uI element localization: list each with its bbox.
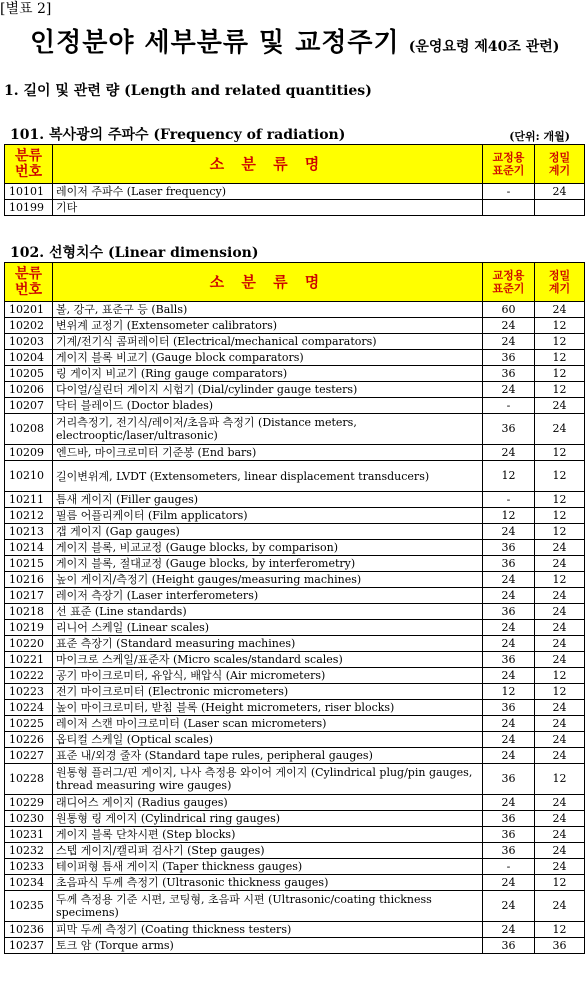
title-text: 인정분야 세부분류 및 교정주기 xyxy=(30,28,400,58)
title-note: (운영요령 제40조 관련) xyxy=(408,39,560,55)
table-row xyxy=(5,827,585,843)
row-code: 10207 xyxy=(5,398,53,414)
row-cal-interval: 24 xyxy=(535,859,585,875)
header-row xyxy=(5,145,585,184)
row-name: 레이저 주파수 (Laser frequency) xyxy=(53,184,483,200)
row-code: 10215 xyxy=(5,556,53,572)
row-cal-interval: 24 xyxy=(535,732,585,748)
table-row xyxy=(5,922,585,938)
row-std-interval: 36 xyxy=(483,764,535,795)
row-cal-interval: 24 xyxy=(535,636,585,652)
row-std-interval: - xyxy=(483,492,535,508)
row-code: 10235 xyxy=(5,891,53,922)
row-cal-interval: 24 xyxy=(535,414,585,445)
row-cal-interval: 24 xyxy=(535,588,585,604)
table-row xyxy=(5,859,585,875)
row-code: 10229 xyxy=(5,795,53,811)
row-name: 표준 측장기 (Standard measuring machines) xyxy=(53,636,483,652)
row-code: 10220 xyxy=(5,636,53,652)
row-code: 10219 xyxy=(5,620,53,636)
row-code: 10230 xyxy=(5,811,53,827)
header-std-line1: 교정용 xyxy=(492,151,525,164)
row-code: 10227 xyxy=(5,748,53,764)
row-code: 10199 xyxy=(5,200,53,216)
section-heading: 1. 길이 및 관련 량 (Length and related quantities) xyxy=(4,83,372,99)
row-std-interval: 24 xyxy=(483,668,535,684)
row-name: 길이변위계, LVDT (Extensometers, linear displacement transducers) xyxy=(53,461,483,492)
row-code: 10214 xyxy=(5,540,53,556)
row-std-interval: 24 xyxy=(483,732,535,748)
table-row xyxy=(5,445,585,461)
row-cal-interval: 24 xyxy=(535,700,585,716)
row-name: 갭 게이지 (Gap gauges) xyxy=(53,524,483,540)
row-code: 10206 xyxy=(5,382,53,398)
row-code: 10237 xyxy=(5,938,53,954)
header-code-line2: 번호 xyxy=(14,282,43,298)
row-cal-interval: 24 xyxy=(535,540,585,556)
table-row xyxy=(5,938,585,954)
row-cal-interval xyxy=(535,200,585,216)
table-row xyxy=(5,492,585,508)
document-title xyxy=(30,22,559,59)
row-code: 10203 xyxy=(5,334,53,350)
row-cal-interval: 12 xyxy=(535,334,585,350)
row-cal-interval: 12 xyxy=(535,922,585,938)
row-code: 10234 xyxy=(5,875,53,891)
row-std-interval: 24 xyxy=(483,588,535,604)
header-cal-line1: 정밀 xyxy=(548,269,571,282)
row-code: 10216 xyxy=(5,572,53,588)
row-std-interval: 24 xyxy=(483,795,535,811)
row-name: 기타 xyxy=(53,200,483,216)
row-std-interval: 36 xyxy=(483,604,535,620)
row-std-interval: 24 xyxy=(483,334,535,350)
row-std-interval: - xyxy=(483,859,535,875)
row-std-interval: 36 xyxy=(483,843,535,859)
header-std-line1: 교정용 xyxy=(492,269,525,282)
row-cal-interval: 36 xyxy=(535,938,585,954)
row-name: 높이 게이지/측정기 (Height gauges/measuring machines) xyxy=(53,572,483,588)
row-name: 스텝 게이지/캘리퍼 검사기 (Step gauges) xyxy=(53,843,483,859)
header-name: 소 분 류 명 xyxy=(53,263,483,302)
row-name: 높이 마이크로미터, 받침 블록 (Height micrometers, riser blocks) xyxy=(53,700,483,716)
row-code: 10101 xyxy=(5,184,53,200)
row-code: 10225 xyxy=(5,716,53,732)
row-code: 10204 xyxy=(5,350,53,366)
row-cal-interval: 12 xyxy=(535,350,585,366)
row-name: 초음파식 두께 측정기 (Ultrasonic thickness gauges) xyxy=(53,875,483,891)
row-code: 10217 xyxy=(5,588,53,604)
row-std-interval: 36 xyxy=(483,827,535,843)
row-std-interval: 36 xyxy=(483,350,535,366)
row-cal-interval: 24 xyxy=(535,716,585,732)
row-name: 틈새 게이지 (Filler gauges) xyxy=(53,492,483,508)
row-std-interval xyxy=(483,200,535,216)
row-code: 10208 xyxy=(5,414,53,445)
row-name: 전기 마이크로미터 (Electronic micrometers) xyxy=(53,684,483,700)
table-row xyxy=(5,748,585,764)
table-row xyxy=(5,524,585,540)
row-std-interval: 24 xyxy=(483,716,535,732)
row-name: 레이저 측장기 (Laser interferometers) xyxy=(53,588,483,604)
header-std-line2: 표준기 xyxy=(492,282,525,295)
row-std-interval: 24 xyxy=(483,445,535,461)
row-cal-interval: 24 xyxy=(535,843,585,859)
table-row xyxy=(5,366,585,382)
table-row xyxy=(5,414,585,445)
table-row xyxy=(5,811,585,827)
header-cal-line2: 계기 xyxy=(548,282,571,295)
row-cal-interval: 12 xyxy=(535,875,585,891)
row-cal-interval: 24 xyxy=(535,795,585,811)
row-cal-interval: 12 xyxy=(535,508,585,524)
table-row xyxy=(5,382,585,398)
table-row xyxy=(5,732,585,748)
row-cal-interval: 24 xyxy=(535,811,585,827)
row-code: 10218 xyxy=(5,604,53,620)
table-row xyxy=(5,572,585,588)
row-cal-interval: 24 xyxy=(535,184,585,200)
row-name: 기계/전기식 콤퍼레이터 (Electrical/mechanical comparators) xyxy=(53,334,483,350)
row-name: 레이저 스캔 마이크로미터 (Laser scan micrometers) xyxy=(53,716,483,732)
row-cal-interval: 12 xyxy=(535,318,585,334)
row-code: 10224 xyxy=(5,700,53,716)
annex-label: [별표 2] xyxy=(0,1,52,17)
row-code: 10233 xyxy=(5,859,53,875)
header-std xyxy=(483,263,535,302)
row-code: 10236 xyxy=(5,922,53,938)
row-code: 10223 xyxy=(5,684,53,700)
row-std-interval: 12 xyxy=(483,508,535,524)
row-cal-interval: 24 xyxy=(535,604,585,620)
row-code: 10210 xyxy=(5,461,53,492)
table-row xyxy=(5,461,585,492)
table-row xyxy=(5,604,585,620)
row-std-interval: 12 xyxy=(483,684,535,700)
row-cal-interval: 12 xyxy=(535,461,585,492)
table-row xyxy=(5,891,585,922)
row-std-interval: 24 xyxy=(483,636,535,652)
row-code: 10209 xyxy=(5,445,53,461)
row-cal-interval: 12 xyxy=(535,445,585,461)
header-code-line1: 분류 xyxy=(14,266,43,282)
header-cal xyxy=(535,145,585,184)
row-std-interval: 24 xyxy=(483,922,535,938)
table-row xyxy=(5,843,585,859)
row-name: 링 게이지 비교기 (Ring gauge comparators) xyxy=(53,366,483,382)
row-name: 원통형 링 게이지 (Cylindrical ring gauges) xyxy=(53,811,483,827)
row-name: 리니어 스케일 (Linear scales) xyxy=(53,620,483,636)
row-code: 10211 xyxy=(5,492,53,508)
row-name: 피막 두께 측정기 (Coating thickness testers) xyxy=(53,922,483,938)
row-code: 10231 xyxy=(5,827,53,843)
row-cal-interval: 12 xyxy=(535,684,585,700)
header-code xyxy=(5,145,53,184)
table-row xyxy=(5,668,585,684)
row-name: 변위계 교정기 (Extensometer calibrators) xyxy=(53,318,483,334)
header-cal-line2: 계기 xyxy=(548,164,571,177)
row-name: 엔드바, 마이크로미터 기준봉 (End bars) xyxy=(53,445,483,461)
row-std-interval: - xyxy=(483,398,535,414)
row-cal-interval: 24 xyxy=(535,556,585,572)
row-std-interval: 24 xyxy=(483,318,535,334)
row-std-interval: 24 xyxy=(483,572,535,588)
row-code: 10202 xyxy=(5,318,53,334)
unit-note: (단위: 개월) xyxy=(509,130,570,143)
table-row xyxy=(5,302,585,318)
row-name: 토크 암 (Torque arms) xyxy=(53,938,483,954)
header-std xyxy=(483,145,535,184)
row-cal-interval: 24 xyxy=(535,398,585,414)
row-code: 10232 xyxy=(5,843,53,859)
header-cal xyxy=(535,263,585,302)
row-cal-interval: 12 xyxy=(535,572,585,588)
row-std-interval: 60 xyxy=(483,302,535,318)
row-std-interval: 24 xyxy=(483,620,535,636)
row-cal-interval: 12 xyxy=(535,382,585,398)
row-name: 표준 내/외경 줄자 (Standard tape rules, peripheral gauges) xyxy=(53,748,483,764)
table-row xyxy=(5,184,585,200)
table-row xyxy=(5,318,585,334)
header-std-line2: 표준기 xyxy=(492,164,525,177)
header-cal-line1: 정밀 xyxy=(548,151,571,164)
row-cal-interval: 24 xyxy=(535,748,585,764)
row-std-interval: 36 xyxy=(483,811,535,827)
header-code-line1: 분류 xyxy=(14,148,43,164)
row-name: 볼, 강구, 표준구 등 (Balls) xyxy=(53,302,483,318)
row-cal-interval: 24 xyxy=(535,827,585,843)
row-cal-interval: 12 xyxy=(535,524,585,540)
row-name: 원통형 플러그/핀 게이지, 나사 측정용 와이어 게이지 (Cylindrical plug/pin gauges, thread measuring wire gauges) xyxy=(53,764,483,795)
row-name: 게이지 블록, 비교교정 (Gauge blocks, by comparison) xyxy=(53,540,483,556)
row-std-interval: 36 xyxy=(483,700,535,716)
row-code: 10201 xyxy=(5,302,53,318)
row-code: 10205 xyxy=(5,366,53,382)
row-std-interval: 36 xyxy=(483,366,535,382)
subsection-heading-101: 101. 복사광의 주파수 (Frequency of radiation) xyxy=(10,127,346,143)
table-102 xyxy=(4,262,585,954)
row-name: 닥터 블레이드 (Doctor blades) xyxy=(53,398,483,414)
table-row xyxy=(5,398,585,414)
row-name: 게이지 블록 단차시편 (Step blocks) xyxy=(53,827,483,843)
row-cal-interval: 12 xyxy=(535,366,585,382)
table-row xyxy=(5,875,585,891)
row-cal-interval: 24 xyxy=(535,302,585,318)
table-row xyxy=(5,636,585,652)
row-std-interval: 24 xyxy=(483,891,535,922)
row-cal-interval: 12 xyxy=(535,492,585,508)
row-cal-interval: 24 xyxy=(535,652,585,668)
row-name: 래디어스 게이지 (Radius gauges) xyxy=(53,795,483,811)
row-code: 10222 xyxy=(5,668,53,684)
table-row xyxy=(5,652,585,668)
header-row xyxy=(5,263,585,302)
row-name: 선 표준 (Line standards) xyxy=(53,604,483,620)
table-row xyxy=(5,350,585,366)
row-cal-interval: 24 xyxy=(535,620,585,636)
row-std-interval: 24 xyxy=(483,875,535,891)
table-row xyxy=(5,334,585,350)
table-row xyxy=(5,764,585,795)
row-std-interval: 24 xyxy=(483,748,535,764)
row-name: 게이지 블록, 절대교정 (Gauge blocks, by interferometry) xyxy=(53,556,483,572)
row-std-interval: 24 xyxy=(483,524,535,540)
row-std-interval: 36 xyxy=(483,938,535,954)
table-row xyxy=(5,716,585,732)
row-name: 다이얼/실린더 게이지 시험기 (Dial/cylinder gauge testers) xyxy=(53,382,483,398)
row-std-interval: - xyxy=(483,184,535,200)
row-name: 테이퍼형 틈새 게이지 (Taper thickness gauges) xyxy=(53,859,483,875)
row-cal-interval: 24 xyxy=(535,891,585,922)
row-std-interval: 36 xyxy=(483,414,535,445)
table-row xyxy=(5,588,585,604)
table-row xyxy=(5,540,585,556)
row-name: 거리측정기, 전기식/레이저/초음파 측정기 (Distance meters, electrooptic/laser/ultrasonic) xyxy=(53,414,483,445)
table-row xyxy=(5,200,585,216)
header-code xyxy=(5,263,53,302)
row-std-interval: 36 xyxy=(483,652,535,668)
table-row xyxy=(5,700,585,716)
row-std-interval: 12 xyxy=(483,461,535,492)
table-101 xyxy=(4,144,585,216)
row-cal-interval: 12 xyxy=(535,764,585,795)
table-row xyxy=(5,795,585,811)
row-std-interval: 24 xyxy=(483,382,535,398)
row-name: 옵티컬 스케일 (Optical scales) xyxy=(53,732,483,748)
row-std-interval: 36 xyxy=(483,556,535,572)
row-code: 10212 xyxy=(5,508,53,524)
row-code: 10228 xyxy=(5,764,53,795)
row-name: 공기 마이크로미터, 유압식, 배압식 (Air micrometers) xyxy=(53,668,483,684)
row-name: 두께 측정용 기준 시편, 코팅형, 초음파 시편 (Ultrasonic/coating thickness specimens) xyxy=(53,891,483,922)
row-code: 10221 xyxy=(5,652,53,668)
row-code: 10213 xyxy=(5,524,53,540)
header-code-line2: 번호 xyxy=(14,164,43,180)
row-name: 필름 어플리케이터 (Film applicators) xyxy=(53,508,483,524)
row-name: 게이지 블록 비교기 (Gauge block comparators) xyxy=(53,350,483,366)
header-name: 소 분 류 명 xyxy=(53,145,483,184)
table-row xyxy=(5,556,585,572)
table-row xyxy=(5,620,585,636)
table-row xyxy=(5,508,585,524)
subsection-heading-102: 102. 선형치수 (Linear dimension) xyxy=(10,245,259,261)
row-cal-interval: 12 xyxy=(535,668,585,684)
row-code: 10226 xyxy=(5,732,53,748)
row-std-interval: 36 xyxy=(483,540,535,556)
row-name: 마이크로 스케일/표준자 (Micro scales/standard scales) xyxy=(53,652,483,668)
table-row xyxy=(5,684,585,700)
